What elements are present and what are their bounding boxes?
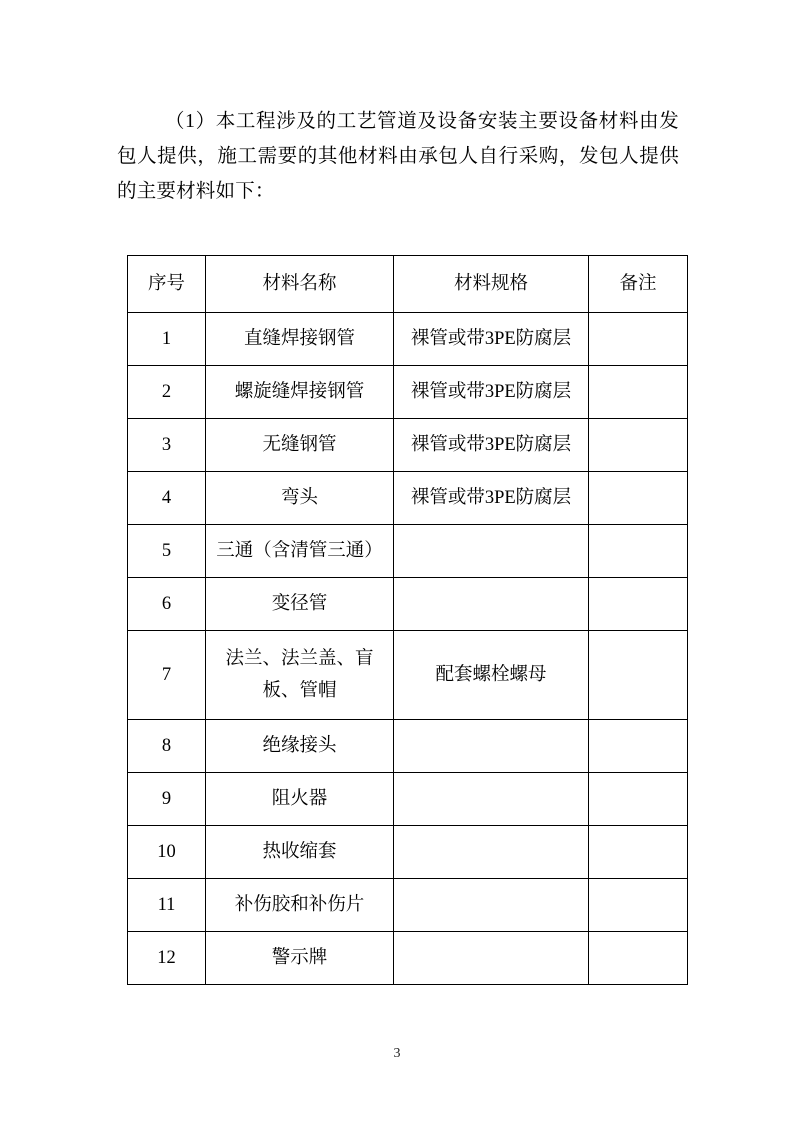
material-table-container <box>127 255 667 985</box>
cell-material-name: 无缝钢管 <box>206 419 394 472</box>
table-row <box>128 826 688 879</box>
cell-material-name: 变径管 <box>206 578 394 631</box>
material-list-table <box>127 255 688 985</box>
cell-remark <box>589 932 688 985</box>
header-cell-sequence: 序号 <box>128 256 206 313</box>
table-row <box>128 525 688 578</box>
table-row <box>128 578 688 631</box>
cell-remark <box>589 525 688 578</box>
cell-material-spec: 裸管或带3PE防腐层 <box>394 313 589 366</box>
cell-sequence: 9 <box>128 773 206 826</box>
cell-remark <box>589 773 688 826</box>
cell-sequence: 12 <box>128 932 206 985</box>
cell-sequence: 4 <box>128 472 206 525</box>
cell-sequence: 6 <box>128 578 206 631</box>
table-row <box>128 720 688 773</box>
cell-sequence: 7 <box>128 631 206 720</box>
cell-material-name: 弯头 <box>206 472 394 525</box>
cell-remark <box>589 366 688 419</box>
cell-remark <box>589 578 688 631</box>
cell-sequence: 5 <box>128 525 206 578</box>
cell-material-name: 警示牌 <box>206 932 394 985</box>
cell-material-spec <box>394 720 589 773</box>
table-row <box>128 366 688 419</box>
cell-material-spec: 裸管或带3PE防腐层 <box>394 366 589 419</box>
table-row <box>128 932 688 985</box>
cell-material-spec <box>394 578 589 631</box>
header-cell-material-spec: 材料规格 <box>394 256 589 313</box>
cell-remark <box>589 720 688 773</box>
header-cell-material-name: 材料名称 <box>206 256 394 313</box>
cell-remark <box>589 631 688 720</box>
table-row <box>128 419 688 472</box>
cell-material-name: 绝缘接头 <box>206 720 394 773</box>
table-row <box>128 313 688 366</box>
cell-sequence: 1 <box>128 313 206 366</box>
cell-remark <box>589 826 688 879</box>
cell-material-name: 补伤胶和补伤片 <box>206 879 394 932</box>
cell-material-spec: 配套螺栓螺母 <box>394 631 589 720</box>
cell-material-spec <box>394 879 589 932</box>
cell-remark <box>589 879 688 932</box>
cell-material-name: 阻火器 <box>206 773 394 826</box>
cell-sequence: 10 <box>128 826 206 879</box>
cell-material-name: 热收缩套 <box>206 826 394 879</box>
intro-paragraph: （1）本工程涉及的工艺管道及设备安装主要设备材料由发包人提供，施工需要的其他材料由承包人自行采购，发包人提供的主要材料如下： <box>117 110 679 202</box>
cell-material-name: 直缝焊接钢管 <box>206 313 394 366</box>
table-row <box>128 631 688 720</box>
page-number: 3 <box>393 1046 401 1061</box>
cell-sequence: 11 <box>128 879 206 932</box>
cell-remark <box>589 419 688 472</box>
cell-sequence: 2 <box>128 366 206 419</box>
cell-material-spec <box>394 826 589 879</box>
cell-material-name-line2: 板、管帽 <box>262 681 337 701</box>
cell-sequence: 3 <box>128 419 206 472</box>
table-header-row <box>128 256 688 313</box>
cell-remark <box>589 313 688 366</box>
cell-material-spec <box>394 773 589 826</box>
cell-material-spec: 裸管或带3PE防腐层 <box>394 472 589 525</box>
cell-material-name: 螺旋缝焊接钢管 <box>206 366 394 419</box>
cell-material-name-line1: 法兰、法兰盖、盲 <box>225 649 374 669</box>
cell-sequence: 8 <box>128 720 206 773</box>
cell-material-spec <box>394 932 589 985</box>
cell-remark <box>589 472 688 525</box>
table-row <box>128 773 688 826</box>
header-cell-remark: 备注 <box>589 256 688 313</box>
cell-material-name: 三通（含清管三通） <box>206 525 394 578</box>
cell-material-spec: 裸管或带3PE防腐层 <box>394 419 589 472</box>
cell-material-spec <box>394 525 589 578</box>
table-row <box>128 879 688 932</box>
table-row <box>128 472 688 525</box>
table-body <box>128 256 688 985</box>
cell-material-name <box>206 631 394 720</box>
